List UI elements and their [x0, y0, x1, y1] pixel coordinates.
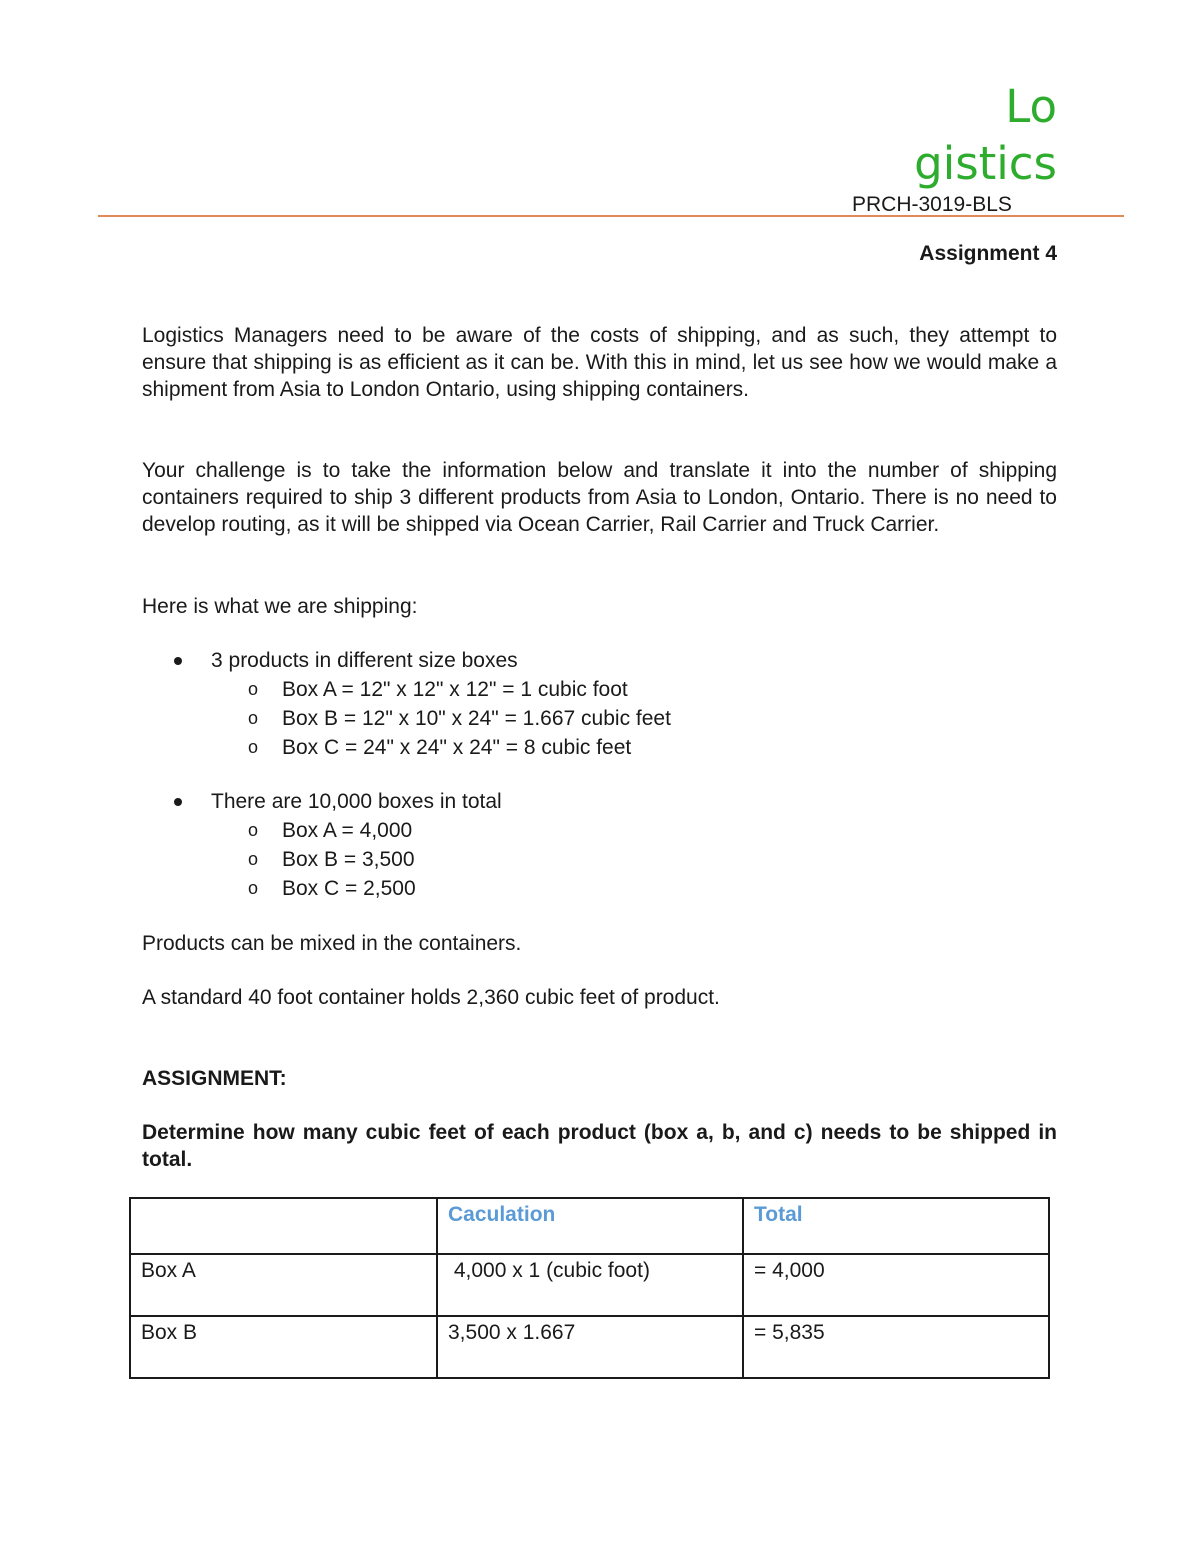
intro-paragraph-3: Here is what we are shipping:	[142, 595, 418, 618]
header-divider	[98, 215, 1124, 217]
list-item	[142, 704, 1057, 733]
list-item	[142, 733, 1057, 762]
list-item	[142, 646, 1057, 675]
sub-bullet-marker: o	[248, 878, 259, 898]
bullet-text: There are 10,000 boxes in total	[211, 790, 502, 813]
intro-paragraph-2: Your challenge is to take the information below and translate it into the number of shipping containers required to ship 3 different products from Asia to London, Ontario. There is no need to develop routing, as it will be shipped via Ocean Carrier, Rail Carrier and Truck Carrier.	[142, 459, 1057, 536]
list-item	[142, 675, 1057, 704]
document-title	[914, 78, 1057, 192]
sub-bullet-marker: o	[248, 820, 259, 840]
note-container-capacity: A standard 40 foot container holds 2,360 cubic feet of product.	[142, 986, 720, 1009]
document-title-line-2: gistics	[914, 137, 1057, 190]
note-mixed-products: Products can be mixed in the containers.	[142, 932, 522, 955]
sub-bullet-text: Box A = 12" x 12" x 12" = 1 cubic foot	[282, 678, 628, 701]
list-item	[142, 816, 1057, 845]
bullet-dot-icon	[174, 657, 182, 665]
calculation-table	[129, 1197, 1050, 1379]
intro-paragraph-1: Logistics Managers need to be aware of the costs of shipping, and as such, they attempt to ensure that shipping is as efficient as it can be. With this in mind, let us see how we would make a shipment from Asia to London Ontario, using shipping containers.	[142, 324, 1057, 401]
list-item	[142, 845, 1057, 874]
bullet-dot-icon	[174, 798, 182, 806]
table-cell-label: Box B	[130, 1316, 437, 1378]
table-row	[130, 1316, 1049, 1378]
sub-bullet-text: Box B = 12" x 10" x 24" = 1.667 cubic feet	[282, 707, 671, 730]
table-header-row	[130, 1198, 1049, 1254]
list-item	[142, 874, 1057, 903]
table-header-cell	[130, 1198, 437, 1254]
sub-bullet-marker: o	[248, 849, 259, 869]
sub-bullet-marker: o	[248, 679, 259, 699]
sub-bullet-text: Box C = 2,500	[282, 877, 416, 900]
table-header-calculation: Caculation	[437, 1198, 743, 1254]
assignment-heading: ASSIGNMENT:	[142, 1067, 287, 1090]
sub-bullet-text: Box B = 3,500	[282, 848, 415, 871]
sub-bullet-marker: o	[248, 708, 259, 728]
bullet-list-products	[142, 646, 1057, 762]
course-code: PRCH-3019-BLS	[852, 193, 1012, 216]
table-cell-calculation: 3,500 x 1.667	[437, 1316, 743, 1378]
table-cell-calculation: 4,000 x 1 (cubic foot)	[437, 1254, 743, 1316]
bullet-list-quantities	[142, 787, 1057, 903]
sub-bullet-text: Box C = 24" x 24" x 24" = 8 cubic feet	[282, 736, 632, 759]
sub-bullet-text: Box A = 4,000	[282, 819, 413, 842]
list-item	[142, 787, 1057, 816]
assignment-task: Determine how many cubic feet of each product (box a, b, and c) needs to be shipped in total.	[142, 1121, 1057, 1171]
table-header-total: Total	[743, 1198, 1049, 1254]
sub-bullet-marker: o	[248, 737, 259, 757]
table-cell-total: = 5,835	[743, 1316, 1049, 1378]
bullet-text: 3 products in different size boxes	[211, 649, 518, 672]
document-title-line-1: Lo	[1005, 80, 1057, 133]
assignment-number: Assignment 4	[919, 242, 1057, 265]
table-row	[130, 1254, 1049, 1316]
table-cell-label: Box A	[130, 1254, 437, 1316]
table-cell-total: = 4,000	[743, 1254, 1049, 1316]
